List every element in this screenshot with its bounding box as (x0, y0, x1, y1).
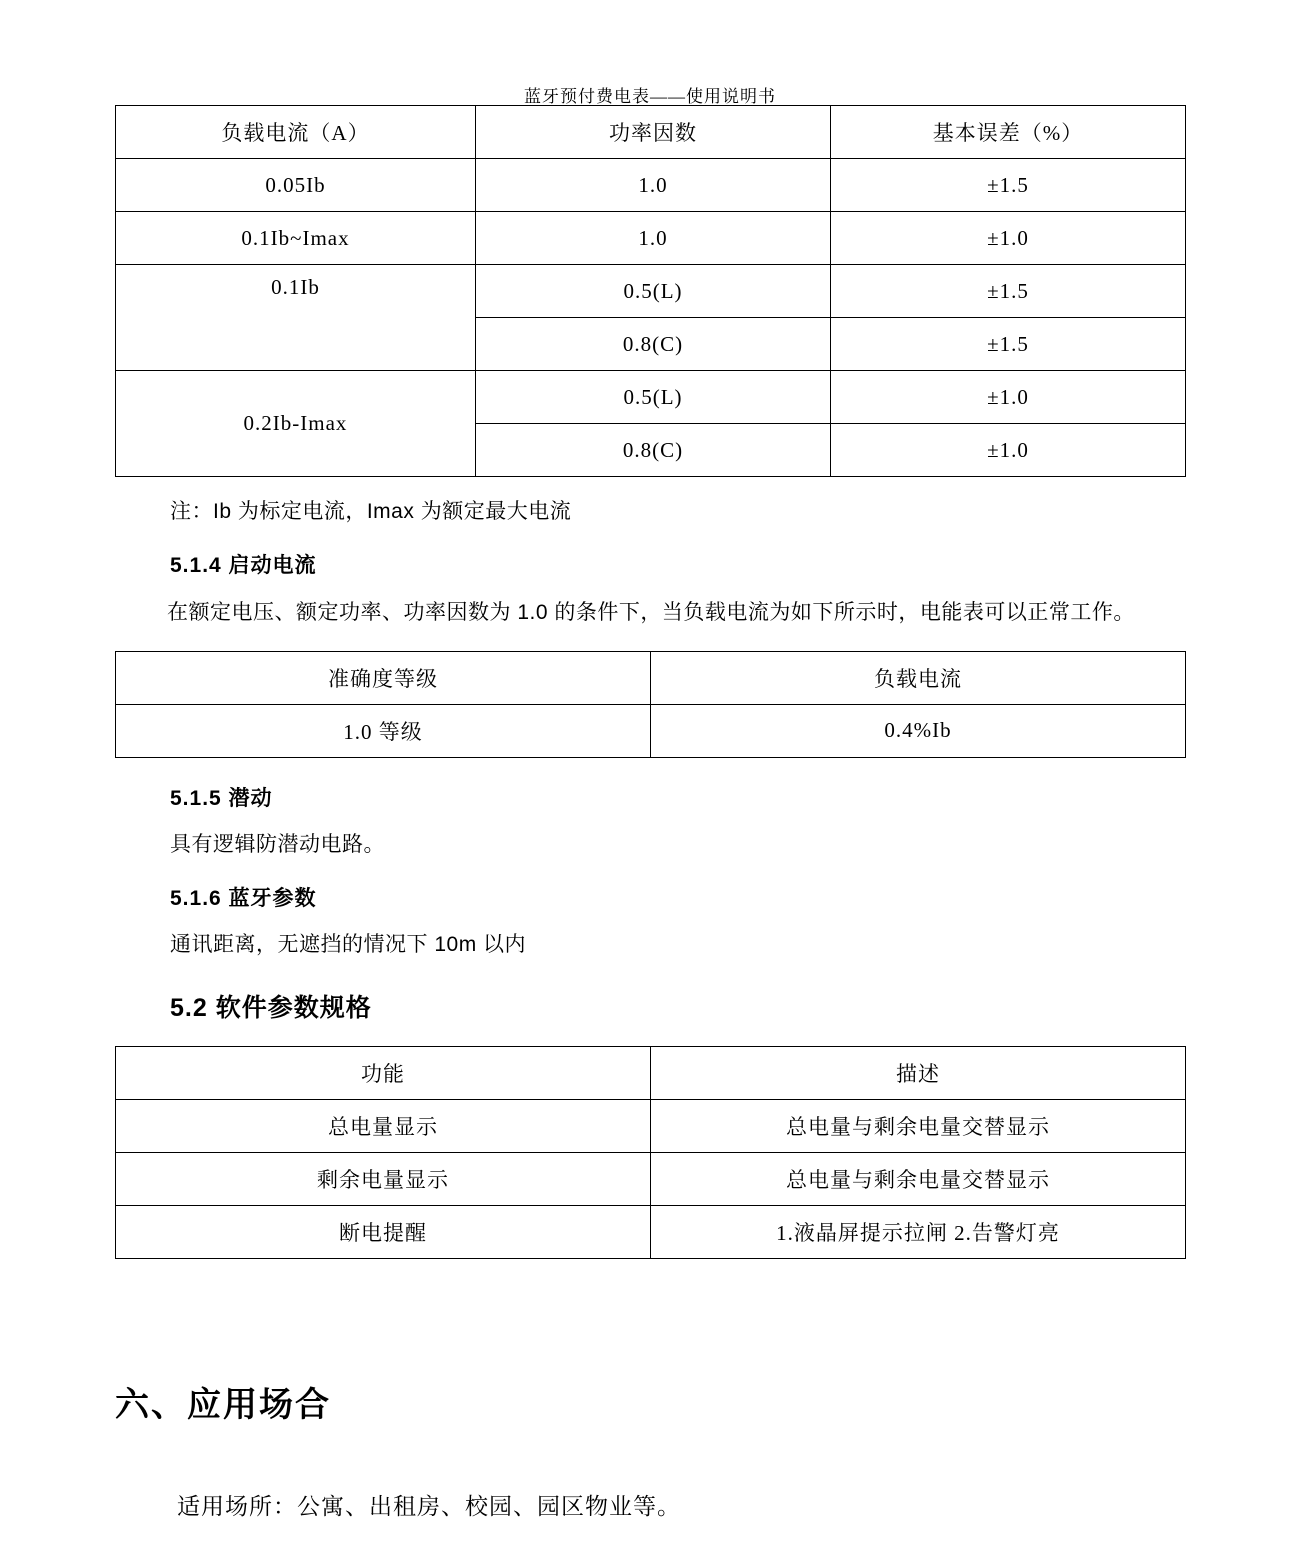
table-cell: ±1.0 (831, 424, 1186, 477)
table-header-cell: 描述 (651, 1046, 1186, 1099)
table-row (116, 212, 1186, 265)
table-cell: 总电量与剩余电量交替显示 (651, 1152, 1186, 1205)
table-cell: ±1.0 (831, 212, 1186, 265)
table-cell: ±1.5 (831, 159, 1186, 212)
page-header-title: 蓝牙预付费电表——使用说明书 (524, 87, 776, 106)
accuracy-table (115, 105, 1186, 477)
table-header-cell: 负载电流 (651, 651, 1186, 704)
document-content (0, 105, 1300, 1521)
table-cell: 0.5(L) (476, 371, 831, 424)
table-row (116, 704, 1186, 757)
section-heading-5-2: 5.2 软件参数规格 (170, 993, 372, 1022)
table-cell: 1.0 (476, 212, 831, 265)
table-cell: ±1.5 (831, 318, 1186, 371)
section-heading-5-1-5: 5.1.5 潜动 (170, 786, 273, 810)
table-cell: ±1.5 (831, 265, 1186, 318)
table-cell: 1.0 等级 (116, 704, 651, 757)
table-cell: 1.0 (476, 159, 831, 212)
table-row (116, 1099, 1186, 1152)
table-header-cell: 功率因数 (476, 106, 831, 159)
chapter-six-title: 六、应用场合 (115, 1385, 331, 1424)
table-cell: 0.1Ib~Imax (116, 212, 476, 265)
chapter-six-paragraph: 适用场所：公寓、出租房、校园、园区物业等。 (177, 1493, 681, 1519)
table-row (116, 1046, 1186, 1099)
table-row (116, 651, 1186, 704)
table-header-cell: 准确度等级 (116, 651, 651, 704)
table-cell: 0.05Ib (116, 159, 476, 212)
table-cell: 1.液晶屏提示拉闸 2.告警灯亮 (651, 1205, 1186, 1258)
software-parameters-table (115, 1046, 1186, 1259)
section-heading-5-1-4: 5.1.4 启动电流 (170, 554, 317, 577)
table-cell: ±1.0 (831, 371, 1186, 424)
table-cell: 总电量与剩余电量交替显示 (651, 1099, 1186, 1152)
table-cell: 断电提醒 (116, 1205, 651, 1258)
table-cell: 0.2Ib-Imax (116, 371, 476, 477)
table-row (116, 1205, 1186, 1258)
table-header-cell: 负载电流（A） (116, 106, 476, 159)
section-5-1-5-paragraph: 具有逻辑防潜动电路。 (170, 832, 385, 856)
table-note: 注：Ib 为标定电流，Imax 为额定最大电流 (170, 500, 572, 523)
table-cell: 0.8(C) (476, 424, 831, 477)
table-row (116, 159, 1186, 212)
start-current-table (115, 651, 1186, 758)
table-cell: 0.8(C) (476, 318, 831, 371)
table-header-cell: 功能 (116, 1046, 651, 1099)
table-header-cell: 基本误差（%） (831, 106, 1186, 159)
section-5-1-6-paragraph: 通讯距离，无遮挡的情况下 10m 以内 (170, 932, 527, 956)
table-row (116, 106, 1186, 159)
section-5-1-4-paragraph: 在额定电压、额定功率、功率因数为 1.0 的条件下，当负载电流为如下所示时，电能表可以正常工作。 (167, 601, 1135, 624)
table-row (116, 265, 1186, 318)
chapter-six-block (115, 1377, 1185, 1521)
section-heading-5-1-6: 5.1.6 蓝牙参数 (170, 886, 317, 910)
table-cell: 0.1Ib (116, 265, 476, 371)
table-cell: 总电量显示 (116, 1099, 651, 1152)
table-cell: 0.4%Ib (651, 704, 1186, 757)
table-row (116, 371, 1186, 424)
table-row (116, 1152, 1186, 1205)
table-cell: 剩余电量显示 (116, 1152, 651, 1205)
table-cell: 0.5(L) (476, 265, 831, 318)
